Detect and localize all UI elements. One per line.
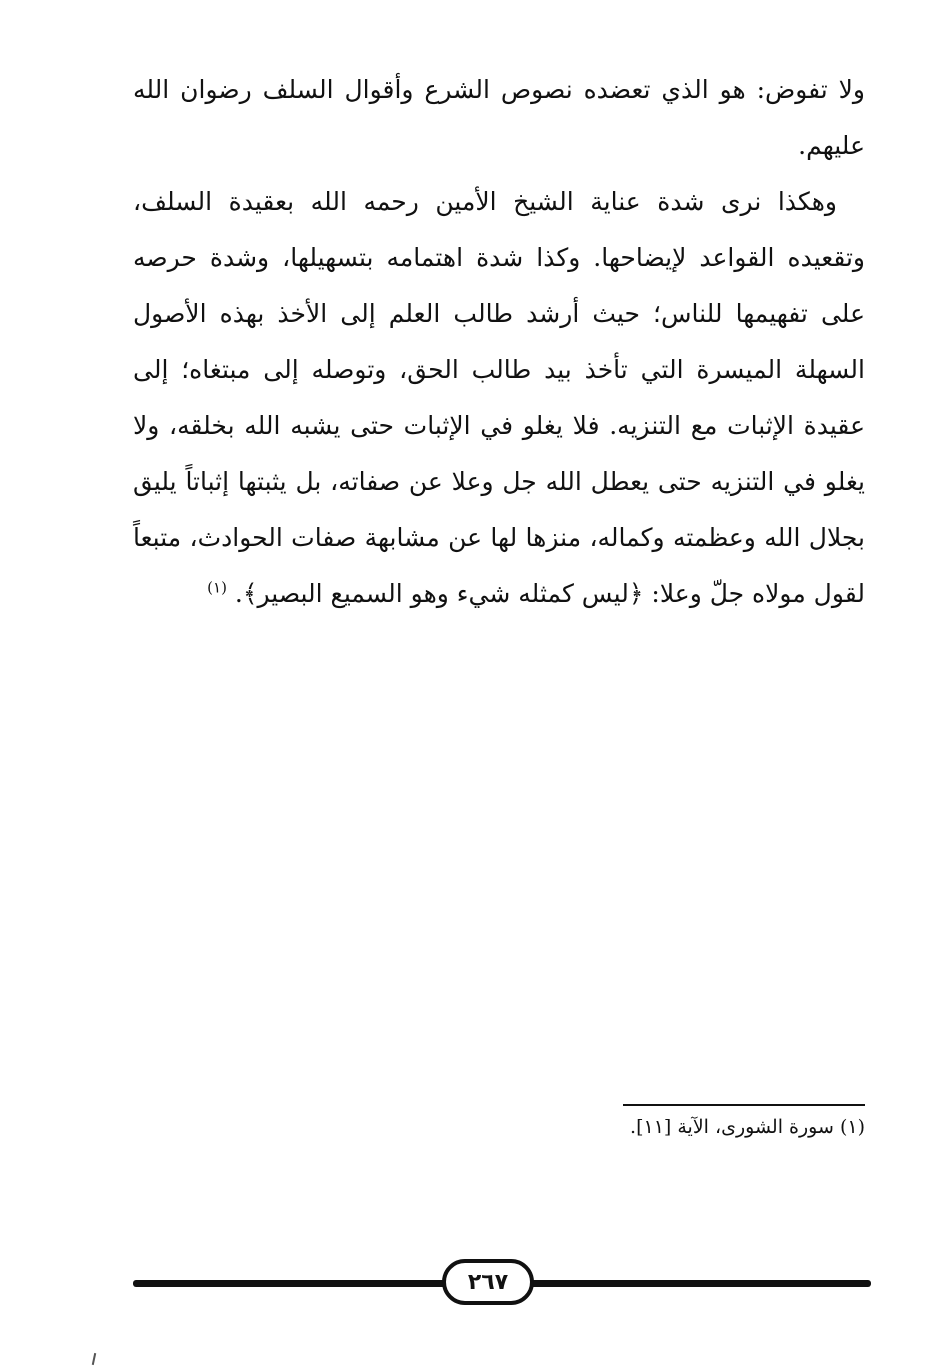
- footnote-reference[interactable]: (١): [207, 578, 227, 597]
- page-number: ٢٦٧: [442, 1259, 534, 1305]
- paragraph-1: ولا تفوض: هو الذي تعضده نصوص الشرع وأقوال السلف رضوان الله عليهم.: [133, 75, 865, 160]
- footnote: (١) سورة الشورى، الآية [١١].: [630, 1116, 865, 1138]
- scan-mark: [92, 1353, 96, 1365]
- paragraph-2-text: وهكذا نرى شدة عناية الشيخ الأمين رحمه الله بعقيدة السلف، وتقعيده القواعد لإيضاحها. وكذا شدة اهتمامه بتسهيلها، وشدة حرصه على تفهيمها للناس؛ حيث أرشد طالب العلم إلى الأخذ بهذه الأصول السهلة الميسرة التي تأخذ بيد طالب الحق، وتوصله إلى مبتغاه؛ إلى عقيدة الإثبات مع التنزيه. فلا يغلو في الإثبات حتى يشبه الله بخلقه، ولا يغلو في التنزيه حتى يعطل الله جل وعلا عن صفاته، بل يثبتها إثباتاً يليق بجلال الله وعظمته وكماله، منزها لها عن مشابهة صفات الحوادث، متبعاً لقول مولاه جلّ وعلا: ﴿ليس كمثله شيء وهو السميع البصير﴾.: [133, 187, 866, 608]
- main-text: [133, 62, 865, 622]
- paragraph-2: [133, 174, 865, 622]
- footnote-divider: [623, 1104, 865, 1106]
